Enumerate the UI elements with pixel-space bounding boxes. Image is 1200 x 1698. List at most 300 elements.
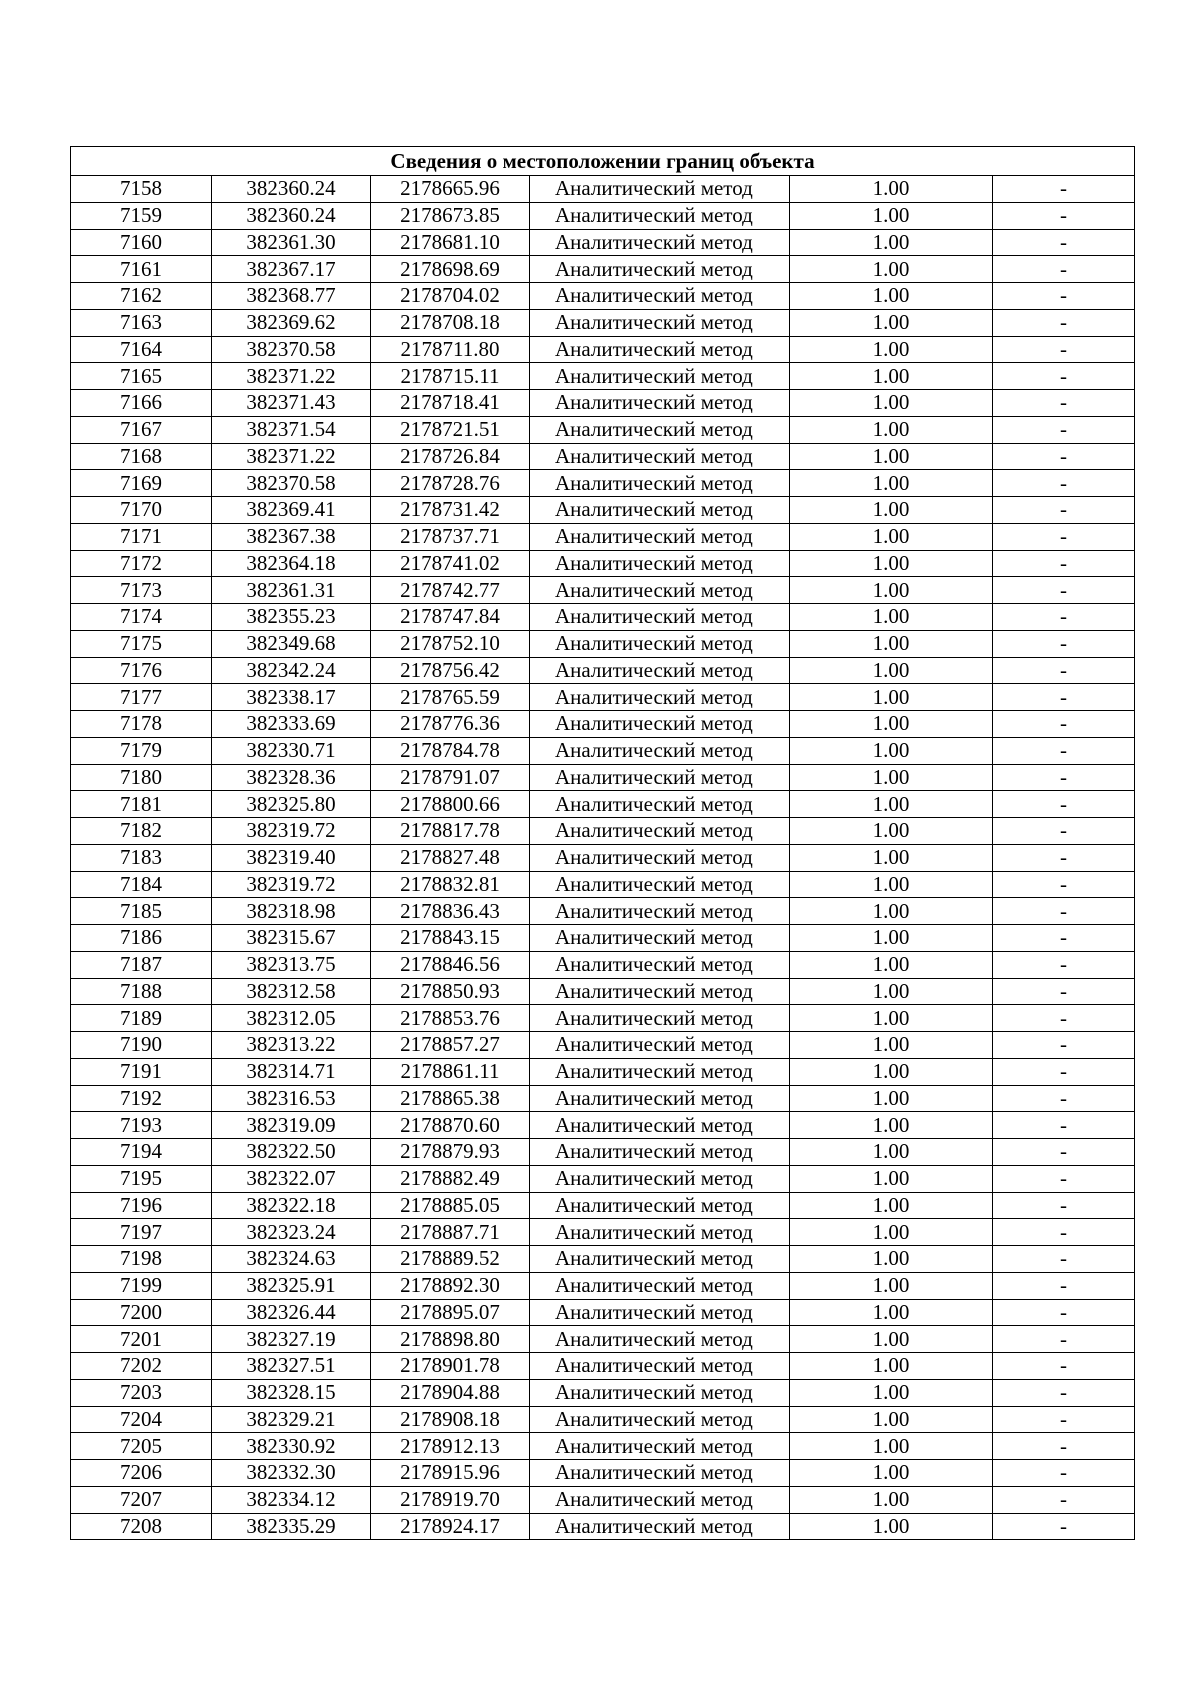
- cell-description: -: [993, 1246, 1135, 1273]
- cell-method: Аналитический метод: [530, 550, 790, 577]
- cell-x-coordinate: 382326.44: [212, 1299, 371, 1326]
- cell-description: -: [993, 283, 1135, 310]
- cell-method: Аналитический метод: [530, 1406, 790, 1433]
- cell-x-coordinate: 382315.67: [212, 925, 371, 952]
- cell-description: -: [993, 1139, 1135, 1166]
- cell-accuracy: 1.00: [790, 871, 993, 898]
- cell-y-coordinate: 2178817.78: [371, 818, 530, 845]
- cell-y-coordinate: 2178718.41: [371, 390, 530, 417]
- table-row: [71, 764, 1135, 791]
- cell-y-coordinate: 2178832.81: [371, 871, 530, 898]
- cell-method: Аналитический метод: [530, 1513, 790, 1540]
- cell-accuracy: 1.00: [790, 844, 993, 871]
- cell-y-coordinate: 2178846.56: [371, 951, 530, 978]
- cell-method: Аналитический метод: [530, 416, 790, 443]
- cell-y-coordinate: 2178698.69: [371, 256, 530, 283]
- cell-point-number: 7166: [71, 390, 212, 417]
- cell-point-number: 7165: [71, 363, 212, 390]
- cell-x-coordinate: 382371.22: [212, 443, 371, 470]
- cell-accuracy: 1.00: [790, 443, 993, 470]
- cell-point-number: 7204: [71, 1406, 212, 1433]
- cell-accuracy: 1.00: [790, 630, 993, 657]
- cell-y-coordinate: 2178889.52: [371, 1246, 530, 1273]
- cell-method: Аналитический метод: [530, 604, 790, 631]
- cell-description: -: [993, 1005, 1135, 1032]
- cell-y-coordinate: 2178892.30: [371, 1272, 530, 1299]
- cell-method: Аналитический метод: [530, 1165, 790, 1192]
- cell-point-number: 7183: [71, 844, 212, 871]
- table-row: [71, 898, 1135, 925]
- cell-method: Аналитический метод: [530, 523, 790, 550]
- cell-y-coordinate: 2178765.59: [371, 684, 530, 711]
- cell-accuracy: 1.00: [790, 1326, 993, 1353]
- cell-accuracy: 1.00: [790, 1032, 993, 1059]
- cell-y-coordinate: 2178885.05: [371, 1192, 530, 1219]
- table-row: [71, 657, 1135, 684]
- cell-y-coordinate: 2178704.02: [371, 283, 530, 310]
- cell-accuracy: 1.00: [790, 978, 993, 1005]
- table-row: [71, 443, 1135, 470]
- cell-description: -: [993, 1460, 1135, 1487]
- cell-description: -: [993, 256, 1135, 283]
- cell-accuracy: 1.00: [790, 1433, 993, 1460]
- cell-point-number: 7180: [71, 764, 212, 791]
- cell-accuracy: 1.00: [790, 1112, 993, 1139]
- cell-point-number: 7184: [71, 871, 212, 898]
- table-row: [71, 1299, 1135, 1326]
- cell-accuracy: 1.00: [790, 283, 993, 310]
- cell-method: Аналитический метод: [530, 737, 790, 764]
- cell-x-coordinate: 382360.24: [212, 202, 371, 229]
- table-row: [71, 1112, 1135, 1139]
- cell-accuracy: 1.00: [790, 1192, 993, 1219]
- cell-accuracy: 1.00: [790, 390, 993, 417]
- cell-point-number: 7207: [71, 1486, 212, 1513]
- cell-accuracy: 1.00: [790, 711, 993, 738]
- table-row: [71, 1433, 1135, 1460]
- cell-accuracy: 1.00: [790, 229, 993, 256]
- cell-x-coordinate: 382369.62: [212, 309, 371, 336]
- cell-x-coordinate: 382371.22: [212, 363, 371, 390]
- cell-point-number: 7205: [71, 1433, 212, 1460]
- cell-accuracy: 1.00: [790, 363, 993, 390]
- cell-y-coordinate: 2178711.80: [371, 336, 530, 363]
- table-row: [71, 523, 1135, 550]
- cell-accuracy: 1.00: [790, 1005, 993, 1032]
- cell-method: Аналитический метод: [530, 630, 790, 657]
- cell-x-coordinate: 382330.71: [212, 737, 371, 764]
- cell-method: Аналитический метод: [530, 363, 790, 390]
- cell-method: Аналитический метод: [530, 283, 790, 310]
- cell-y-coordinate: 2178673.85: [371, 202, 530, 229]
- cell-y-coordinate: 2178731.42: [371, 497, 530, 524]
- cell-y-coordinate: 2178857.27: [371, 1032, 530, 1059]
- cell-description: -: [993, 202, 1135, 229]
- cell-accuracy: 1.00: [790, 577, 993, 604]
- cell-x-coordinate: 382313.75: [212, 951, 371, 978]
- table-row: [71, 363, 1135, 390]
- cell-accuracy: 1.00: [790, 523, 993, 550]
- cell-y-coordinate: 2178752.10: [371, 630, 530, 657]
- cell-y-coordinate: 2178681.10: [371, 229, 530, 256]
- cell-accuracy: 1.00: [790, 202, 993, 229]
- cell-description: -: [993, 523, 1135, 550]
- cell-method: Аналитический метод: [530, 925, 790, 952]
- cell-method: Аналитический метод: [530, 309, 790, 336]
- cell-point-number: 7200: [71, 1299, 212, 1326]
- cell-accuracy: 1.00: [790, 657, 993, 684]
- cell-x-coordinate: 382314.71: [212, 1058, 371, 1085]
- table-row: [71, 1192, 1135, 1219]
- cell-y-coordinate: 2178919.70: [371, 1486, 530, 1513]
- table-row: [71, 176, 1135, 203]
- cell-description: -: [993, 925, 1135, 952]
- table-row: [71, 791, 1135, 818]
- table-row: [71, 1005, 1135, 1032]
- cell-point-number: 7162: [71, 283, 212, 310]
- cell-y-coordinate: 2178843.15: [371, 925, 530, 952]
- cell-y-coordinate: 2178741.02: [371, 550, 530, 577]
- cell-y-coordinate: 2178715.11: [371, 363, 530, 390]
- cell-method: Аналитический метод: [530, 1486, 790, 1513]
- cell-method: Аналитический метод: [530, 390, 790, 417]
- cell-point-number: 7187: [71, 951, 212, 978]
- table-row: [71, 1058, 1135, 1085]
- cell-method: Аналитический метод: [530, 443, 790, 470]
- table-row: [71, 336, 1135, 363]
- table-row: [71, 416, 1135, 443]
- table-row: [71, 1139, 1135, 1166]
- table-row: [71, 1326, 1135, 1353]
- cell-description: -: [993, 470, 1135, 497]
- cell-method: Аналитический метод: [530, 176, 790, 203]
- cell-description: -: [993, 657, 1135, 684]
- cell-x-coordinate: 382327.51: [212, 1353, 371, 1380]
- cell-description: -: [993, 684, 1135, 711]
- cell-accuracy: 1.00: [790, 497, 993, 524]
- cell-description: -: [993, 497, 1135, 524]
- cell-y-coordinate: 2178784.78: [371, 737, 530, 764]
- cell-x-coordinate: 382371.54: [212, 416, 371, 443]
- cell-accuracy: 1.00: [790, 1299, 993, 1326]
- table-row: [71, 1246, 1135, 1273]
- cell-accuracy: 1.00: [790, 898, 993, 925]
- cell-description: -: [993, 176, 1135, 203]
- cell-y-coordinate: 2178756.42: [371, 657, 530, 684]
- table-row: [71, 202, 1135, 229]
- cell-point-number: 7182: [71, 818, 212, 845]
- cell-x-coordinate: 382325.91: [212, 1272, 371, 1299]
- cell-y-coordinate: 2178791.07: [371, 764, 530, 791]
- table-row: [71, 711, 1135, 738]
- cell-point-number: 7164: [71, 336, 212, 363]
- cell-method: Аналитический метод: [530, 1139, 790, 1166]
- cell-y-coordinate: 2178708.18: [371, 309, 530, 336]
- cell-x-coordinate: 382319.72: [212, 818, 371, 845]
- cell-x-coordinate: 382312.05: [212, 1005, 371, 1032]
- cell-method: Аналитический метод: [530, 1219, 790, 1246]
- table-row: [71, 1379, 1135, 1406]
- cell-x-coordinate: 382319.09: [212, 1112, 371, 1139]
- cell-y-coordinate: 2178924.17: [371, 1513, 530, 1540]
- cell-accuracy: 1.00: [790, 1513, 993, 1540]
- cell-description: -: [993, 737, 1135, 764]
- cell-y-coordinate: 2178912.13: [371, 1433, 530, 1460]
- cell-method: Аналитический метод: [530, 1085, 790, 1112]
- cell-x-coordinate: 382368.77: [212, 283, 371, 310]
- cell-y-coordinate: 2178908.18: [371, 1406, 530, 1433]
- table-row: [71, 283, 1135, 310]
- cell-method: Аналитический метод: [530, 1326, 790, 1353]
- table-row: [71, 577, 1135, 604]
- cell-point-number: 7174: [71, 604, 212, 631]
- table-row: [71, 390, 1135, 417]
- table-row: [71, 630, 1135, 657]
- cell-point-number: 7178: [71, 711, 212, 738]
- cell-x-coordinate: 382367.38: [212, 523, 371, 550]
- table-row: [71, 951, 1135, 978]
- cell-point-number: 7199: [71, 1272, 212, 1299]
- cell-point-number: 7198: [71, 1246, 212, 1273]
- cell-y-coordinate: 2178915.96: [371, 1460, 530, 1487]
- cell-description: -: [993, 443, 1135, 470]
- cell-description: -: [993, 577, 1135, 604]
- cell-method: Аналитический метод: [530, 1246, 790, 1273]
- cell-method: Аналитический метод: [530, 657, 790, 684]
- table-row: [71, 1353, 1135, 1380]
- cell-point-number: 7195: [71, 1165, 212, 1192]
- cell-point-number: 7160: [71, 229, 212, 256]
- cell-description: -: [993, 630, 1135, 657]
- cell-description: -: [993, 978, 1135, 1005]
- cell-x-coordinate: 382349.68: [212, 630, 371, 657]
- cell-description: -: [993, 871, 1135, 898]
- cell-description: -: [993, 229, 1135, 256]
- cell-accuracy: 1.00: [790, 256, 993, 283]
- cell-x-coordinate: 382329.21: [212, 1406, 371, 1433]
- cell-x-coordinate: 382332.30: [212, 1460, 371, 1487]
- cell-accuracy: 1.00: [790, 818, 993, 845]
- cell-x-coordinate: 382322.18: [212, 1192, 371, 1219]
- table-title-row: [71, 147, 1135, 176]
- cell-point-number: 7196: [71, 1192, 212, 1219]
- cell-point-number: 7159: [71, 202, 212, 229]
- cell-accuracy: 1.00: [790, 309, 993, 336]
- cell-point-number: 7197: [71, 1219, 212, 1246]
- cell-description: -: [993, 951, 1135, 978]
- cell-method: Аналитический метод: [530, 1058, 790, 1085]
- cell-point-number: 7181: [71, 791, 212, 818]
- cell-x-coordinate: 382327.19: [212, 1326, 371, 1353]
- cell-point-number: 7176: [71, 657, 212, 684]
- cell-method: Аналитический метод: [530, 1112, 790, 1139]
- cell-x-coordinate: 382319.72: [212, 871, 371, 898]
- cell-accuracy: 1.00: [790, 470, 993, 497]
- cell-y-coordinate: 2178882.49: [371, 1165, 530, 1192]
- cell-x-coordinate: 382361.30: [212, 229, 371, 256]
- cell-method: Аналитический метод: [530, 791, 790, 818]
- cell-description: -: [993, 1219, 1135, 1246]
- cell-x-coordinate: 382318.98: [212, 898, 371, 925]
- cell-x-coordinate: 382328.15: [212, 1379, 371, 1406]
- cell-method: Аналитический метод: [530, 256, 790, 283]
- cell-x-coordinate: 382342.24: [212, 657, 371, 684]
- cell-y-coordinate: 2178861.11: [371, 1058, 530, 1085]
- cell-point-number: 7208: [71, 1513, 212, 1540]
- cell-accuracy: 1.00: [790, 1219, 993, 1246]
- cell-x-coordinate: 382312.58: [212, 978, 371, 1005]
- cell-y-coordinate: 2178887.71: [371, 1219, 530, 1246]
- cell-description: -: [993, 1165, 1135, 1192]
- table-row: [71, 684, 1135, 711]
- cell-point-number: 7175: [71, 630, 212, 657]
- cell-point-number: 7163: [71, 309, 212, 336]
- cell-accuracy: 1.00: [790, 336, 993, 363]
- cell-description: -: [993, 1112, 1135, 1139]
- cell-x-coordinate: 382360.24: [212, 176, 371, 203]
- cell-y-coordinate: 2178850.93: [371, 978, 530, 1005]
- cell-description: -: [993, 1513, 1135, 1540]
- cell-accuracy: 1.00: [790, 1379, 993, 1406]
- cell-accuracy: 1.00: [790, 550, 993, 577]
- cell-point-number: 7203: [71, 1379, 212, 1406]
- cell-method: Аналитический метод: [530, 1433, 790, 1460]
- cell-point-number: 7192: [71, 1085, 212, 1112]
- cell-method: Аналитический метод: [530, 1299, 790, 1326]
- cell-x-coordinate: 382323.24: [212, 1219, 371, 1246]
- cell-description: -: [993, 416, 1135, 443]
- cell-description: -: [993, 550, 1135, 577]
- table-row: [71, 309, 1135, 336]
- cell-y-coordinate: 2178853.76: [371, 1005, 530, 1032]
- boundary-table: [70, 146, 1135, 1540]
- table-row: [71, 497, 1135, 524]
- cell-method: Аналитический метод: [530, 229, 790, 256]
- cell-description: -: [993, 390, 1135, 417]
- table-row: [71, 1406, 1135, 1433]
- cell-description: -: [993, 1272, 1135, 1299]
- cell-description: -: [993, 1192, 1135, 1219]
- cell-x-coordinate: 382367.17: [212, 256, 371, 283]
- cell-method: Аналитический метод: [530, 1353, 790, 1380]
- cell-y-coordinate: 2178895.07: [371, 1299, 530, 1326]
- cell-description: -: [993, 336, 1135, 363]
- cell-x-coordinate: 382328.36: [212, 764, 371, 791]
- cell-description: -: [993, 898, 1135, 925]
- cell-y-coordinate: 2178726.84: [371, 443, 530, 470]
- table-row: [71, 1085, 1135, 1112]
- cell-method: Аналитический метод: [530, 844, 790, 871]
- cell-y-coordinate: 2178737.71: [371, 523, 530, 550]
- cell-accuracy: 1.00: [790, 1353, 993, 1380]
- cell-x-coordinate: 382334.12: [212, 1486, 371, 1513]
- cell-point-number: 7193: [71, 1112, 212, 1139]
- cell-description: -: [993, 363, 1135, 390]
- cell-point-number: 7168: [71, 443, 212, 470]
- table-title: Сведения о местоположении границ объекта: [71, 147, 1135, 176]
- cell-y-coordinate: 2178879.93: [371, 1139, 530, 1166]
- cell-accuracy: 1.00: [790, 1139, 993, 1166]
- cell-x-coordinate: 382364.18: [212, 550, 371, 577]
- table-row: [71, 871, 1135, 898]
- cell-x-coordinate: 382316.53: [212, 1085, 371, 1112]
- cell-x-coordinate: 382355.23: [212, 604, 371, 631]
- cell-method: Аналитический метод: [530, 871, 790, 898]
- cell-point-number: 7190: [71, 1032, 212, 1059]
- cell-x-coordinate: 382335.29: [212, 1513, 371, 1540]
- table-row: [71, 1272, 1135, 1299]
- table-row: [71, 1513, 1135, 1540]
- cell-description: -: [993, 1353, 1135, 1380]
- cell-y-coordinate: 2178665.96: [371, 176, 530, 203]
- cell-description: -: [993, 1299, 1135, 1326]
- cell-y-coordinate: 2178836.43: [371, 898, 530, 925]
- cell-method: Аналитический метод: [530, 336, 790, 363]
- cell-description: -: [993, 844, 1135, 871]
- cell-y-coordinate: 2178827.48: [371, 844, 530, 871]
- table-row: [71, 925, 1135, 952]
- cell-x-coordinate: 382313.22: [212, 1032, 371, 1059]
- table-row: [71, 1032, 1135, 1059]
- cell-method: Аналитический метод: [530, 470, 790, 497]
- cell-accuracy: 1.00: [790, 684, 993, 711]
- cell-accuracy: 1.00: [790, 1406, 993, 1433]
- cell-description: -: [993, 818, 1135, 845]
- cell-point-number: 7170: [71, 497, 212, 524]
- cell-description: -: [993, 1058, 1135, 1085]
- cell-accuracy: 1.00: [790, 764, 993, 791]
- cell-point-number: 7201: [71, 1326, 212, 1353]
- cell-x-coordinate: 382324.63: [212, 1246, 371, 1273]
- cell-x-coordinate: 382361.31: [212, 577, 371, 604]
- cell-point-number: 7167: [71, 416, 212, 443]
- cell-point-number: 7202: [71, 1353, 212, 1380]
- cell-accuracy: 1.00: [790, 951, 993, 978]
- cell-point-number: 7171: [71, 523, 212, 550]
- cell-accuracy: 1.00: [790, 1058, 993, 1085]
- cell-accuracy: 1.00: [790, 1460, 993, 1487]
- cell-x-coordinate: 382370.58: [212, 336, 371, 363]
- cell-method: Аналитический метод: [530, 978, 790, 1005]
- cell-x-coordinate: 382369.41: [212, 497, 371, 524]
- cell-method: Аналитический метод: [530, 951, 790, 978]
- table-row: [71, 1460, 1135, 1487]
- cell-point-number: 7194: [71, 1139, 212, 1166]
- cell-y-coordinate: 2178901.78: [371, 1353, 530, 1380]
- cell-y-coordinate: 2178721.51: [371, 416, 530, 443]
- cell-method: Аналитический метод: [530, 684, 790, 711]
- table-row: [71, 229, 1135, 256]
- cell-method: Аналитический метод: [530, 1379, 790, 1406]
- cell-method: Аналитический метод: [530, 711, 790, 738]
- table-row: [71, 470, 1135, 497]
- table-row: [71, 844, 1135, 871]
- cell-y-coordinate: 2178742.77: [371, 577, 530, 604]
- table-row: [71, 818, 1135, 845]
- table-row: [71, 550, 1135, 577]
- table-row: [71, 737, 1135, 764]
- cell-method: Аналитический метод: [530, 1272, 790, 1299]
- cell-description: -: [993, 791, 1135, 818]
- cell-method: Аналитический метод: [530, 818, 790, 845]
- cell-method: Аналитический метод: [530, 497, 790, 524]
- cell-x-coordinate: 382370.58: [212, 470, 371, 497]
- cell-accuracy: 1.00: [790, 737, 993, 764]
- cell-y-coordinate: 2178800.66: [371, 791, 530, 818]
- cell-method: Аналитический метод: [530, 1460, 790, 1487]
- cell-x-coordinate: 382322.07: [212, 1165, 371, 1192]
- cell-accuracy: 1.00: [790, 176, 993, 203]
